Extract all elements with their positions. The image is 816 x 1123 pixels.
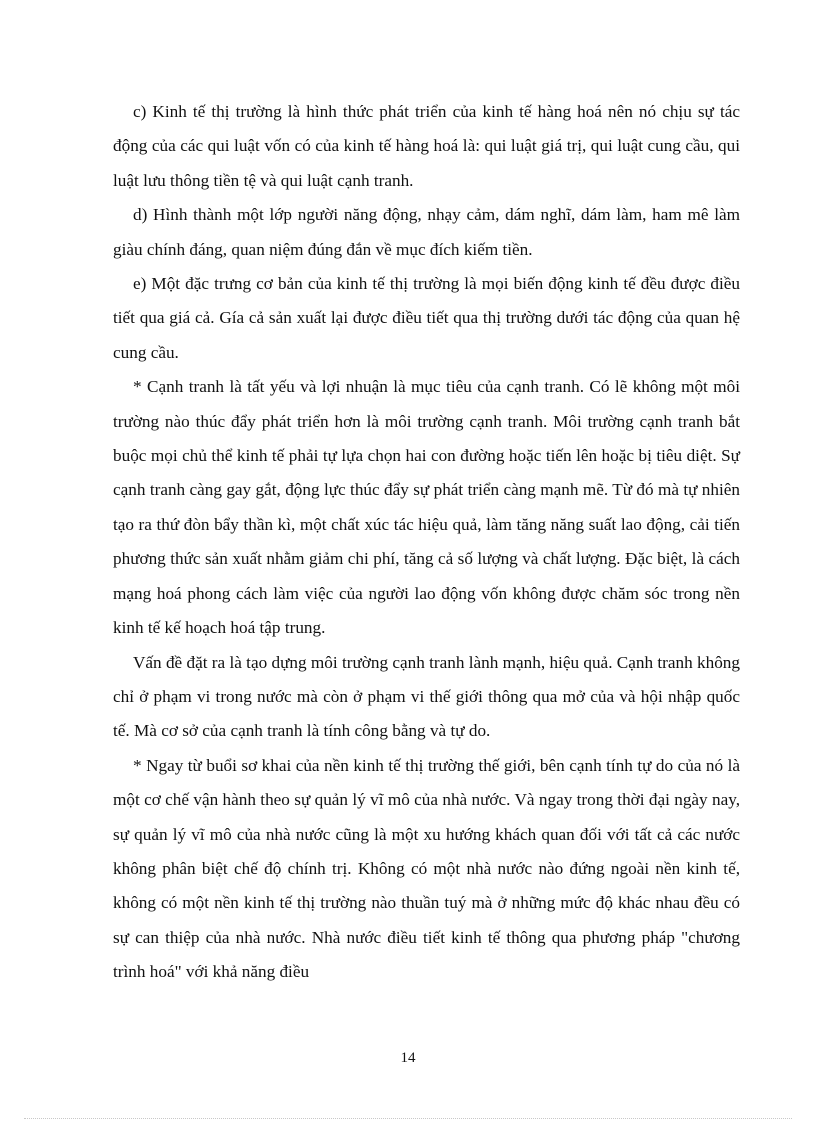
paragraph-competition-environment: Vấn đề đặt ra là tạo dựng môi trường cạnh tranh lành mạnh, hiệu quả. Cạnh tranh không chỉ ở phạm vi trong nước mà còn ở phạm vi thế giới thông qua mở của và hội nhập quốc tế. Mà cơ sở của cạnh tranh là tính công bằng và tự do. bbox=[113, 652, 740, 741]
page-number: 14 bbox=[400, 1050, 416, 1066]
paragraph-market-laws: c) Kinh tế thị trường là hình thức phát triển của kinh tế hàng hoá nên nó chịu sự tác động của các qui luật vốn có của kinh tế hàng hoá là: qui luật giá trị, qui luật cung cầu, qui luật lưu thông tiền tệ và qui luật cạnh tranh. bbox=[113, 102, 740, 190]
page-body bbox=[113, 95, 740, 990]
page-bottom-divider bbox=[24, 1118, 792, 1119]
paragraph-state-management: * Ngay từ buổi sơ khai của nền kinh tế thị trường thế giới, bên cạnh tính tự do của nó là một cơ chế vận hành theo sự quản lý vĩ mô của nhà nước. Và ngay trong thời đại ngày nay, sự quản lý vĩ mô của nhà nước cũng là một xu hướng khách quan đối với tất cả các nước không phân biệt chế độ chính trị. Không có một nhà nước nào đứng ngoài nền kinh tế, không có một nền kinh tế thị trường nào thuần tuý mà ở những mức độ khác nhau đều có sự can thiệp của nhà nước. Nhà nước điều tiết kinh tế thông qua phương pháp "chương trình hoá" với khả năng điều bbox=[113, 755, 740, 982]
paragraph-competition: * Cạnh tranh là tất yếu và lợi nhuận là mục tiêu của cạnh tranh. Có lẽ không một môi trường nào thúc đẩy phát triển hơn là môi trường cạnh tranh. Môi trường cạnh tranh bắt buộc mọi chủ thể kinh tế phải tự lựa chọn hai con đường hoặc tiến lên hoặc bị tiêu diệt. Sự cạnh tranh càng gay gắt, động lực thúc đẩy sự phát triển càng mạnh mẽ. Từ đó mà tự nhiên tạo ra thứ đòn bẩy thần kì, một chất xúc tác hiệu quả, làm tăng năng suất lao động, cải tiến phương thức sản xuất nhằm giảm chi phí, tăng cả số lượng và chất lượng. Đặc biệt, là cách mạng hoá phong cách làm việc của người lao động vốn không được chăm sóc trong nền kinh tế kế hoạch hoá tập trung. bbox=[113, 377, 740, 638]
paragraph-price-regulation: e) Một đặc trưng cơ bản của kinh tế thị trường là mọi biến động kinh tế đều được điều tiết qua giá cả. Gía cả sản xuất lại được điều tiết qua thị trường dưới tác động của quan hệ cung cầu. bbox=[113, 274, 740, 362]
paragraph-dynamic-people: d) Hình thành một lớp người năng động, nhạy cảm, dám nghĩ, dám làm, ham mê làm giàu chính đáng, quan niệm đúng đắn về mục đích kiếm tiền. bbox=[113, 205, 740, 259]
